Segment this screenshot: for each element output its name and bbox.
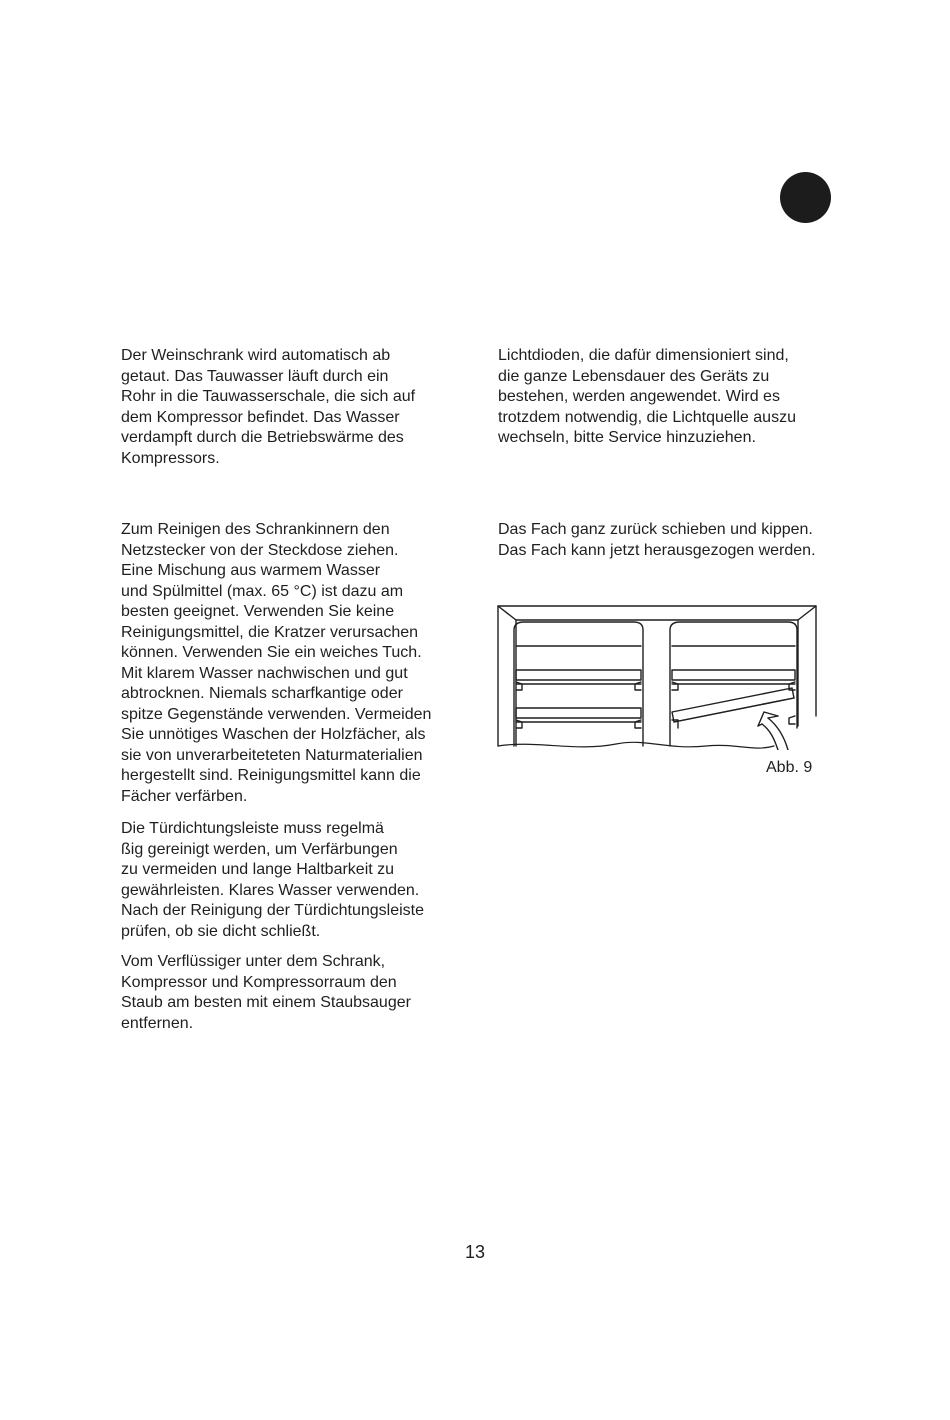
section-marker-dot bbox=[780, 172, 831, 223]
defrost-paragraph: Der Weinschrank wird automatisch ab getaut. Das Tauwasser läuft durch ein Rohr in die Tauwasserschale, die sich auf dem Kompressor befindet. Das Wasser verdampft durch die Betriebswärme des Kompressors. bbox=[121, 347, 416, 467]
condenser-paragraph: Vom Verflüssiger unter dem Schrank, Kompressor und Kompressorraum den Staub am besten mit einem Staubsauger entfernen. bbox=[121, 953, 411, 1032]
door-seal-paragraph: Die Türdichtungsleiste muss regelmä ßig gereinigt werden, um Verfärbungen zu vermeiden und lange Haltbarkeit zu gewährleisten. Klares Wasser verwenden. Nach der Reinigung der Türdichtungsleiste prüfen, ob sie dicht schließt. bbox=[121, 820, 424, 940]
cleaning-paragraph: Zum Reinigen des Schrankinnern den Netzstecker von der Steckdose ziehen. Eine Mischung aus warmem Wasser und Spülmittel (max. 65 °C) ist dazu am besten geeignet. Verwenden Sie keine Reinigungsmittel, die Kratzer verursachen können. Verwenden Sie ein weiches Tuch. Mit klarem Wasser nachwischen und gut abtrocknen. Niemals scharfkantige oder spitze Gegenstände verwenden. Vermeiden Sie unnötiges Waschen der Holzfächer, als sie von unverarbeiteteten Naturmaterialien hergestellt sind. Reinigungsmittel kann die Fächer verfärben. bbox=[121, 521, 432, 805]
figure-caption: Abb. 9 bbox=[766, 759, 813, 776]
lighting-paragraph: Lichtdioden, die dafür dimensioniert sind, die ganze Lebensdauer des Geräts zu bestehen, werden angewendet. Wird es trotzdem notwendig, die Lichtquelle auszu wechseln, bitte Service hinzuziehen. bbox=[498, 347, 796, 446]
page-number: 13 bbox=[464, 1242, 486, 1262]
shelf-paragraph: Das Fach ganz zurück schieben und kippen. Das Fach kann jetzt herausgezogen werden. bbox=[498, 521, 816, 559]
shelf-removal-illustration bbox=[496, 604, 818, 750]
